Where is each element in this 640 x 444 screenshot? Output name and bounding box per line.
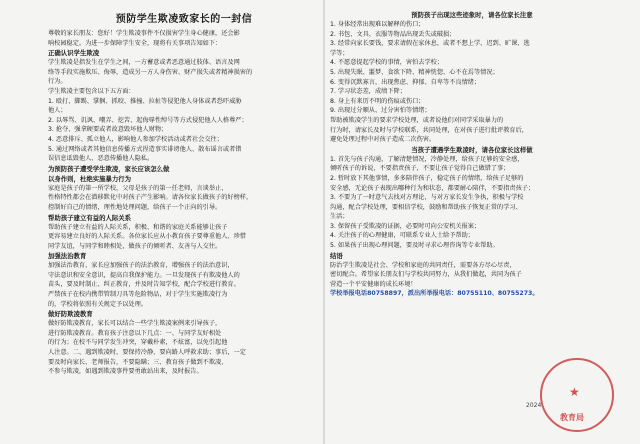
text-line: 的行为；在校不与同学发生冲突，穿戴朴素，不炫富，以免引起他 xyxy=(48,339,228,347)
text-line: 4. 恶意排斥、孤立他人，影响他人参加学校活动或者社会交往； xyxy=(48,135,223,143)
text-line: 营造一个平安健康的成长环境！ xyxy=(330,280,417,288)
text-line: 5. 如果孩子出现心理问题，要及时寻求心理咨询等专业帮助。 xyxy=(330,242,499,250)
text-line: 尊敬的家长朋友：您好！学生欺凌事件不仅损害学生身心健康，还会影 xyxy=(48,30,240,37)
text-line: 3. 经常向家长要钱，要求请假在家休息，或者不想上学、迟到、旷课、逃 xyxy=(330,40,530,48)
section-heading: 结语 xyxy=(330,251,343,260)
text-line: 4. 关注孩子的心理健康，可联系专业人士给予帮助； xyxy=(330,232,474,240)
text-line: 行为。 xyxy=(48,78,67,86)
letter-title: 预防学生欺凌致家长的一封信 xyxy=(115,14,253,25)
text-line: 学生欺凌是指发生在学生之间，一方蓄意或者恶意通过肢体、语言及网 xyxy=(48,59,240,67)
section-heading: 当孩子遭遇学生欺凌时，请各位家长这样做 xyxy=(411,145,533,154)
text-line: 倾听孩子的诉说，不要指责孩子，不要让孩子觉得自己做错了事； xyxy=(330,165,510,173)
section-heading: 帮助孩子建立有益的人际关系 xyxy=(48,213,132,222)
section-heading: 做好防欺凌教育 xyxy=(48,310,93,319)
text-line: 学生欺凌主要包含以下五方面： xyxy=(48,87,135,95)
section-heading: 正确认识学生欺凌 xyxy=(48,49,100,58)
text-line: 响校园稳定。为进一步保障学生安全，现将有关事项告知如下： xyxy=(48,39,222,47)
section-heading: 以身作则，杜绝实施暴力行为 xyxy=(48,174,132,183)
section-heading: 为预防孩子遭受学生欺凌，家长应该怎么做 xyxy=(48,164,170,173)
text-line: 帮助被欺凌学生的要求学校处理，或者说他们对同学采取暴力的 xyxy=(330,116,504,124)
text-line: 防治学生欺凌是社会、学校和家庭的共同责任，需要各方尽心尽责， xyxy=(330,261,516,269)
text-line: 1. 首先与孩子沟通，了解清楚情况，冷静处理，给孩子足够的安全感， xyxy=(330,155,524,163)
text-line: 他人； xyxy=(48,107,67,115)
text-line: 沟通，配合学校处理，要相信学校，鼓励和帮助孩子恢复正常的学习、 xyxy=(330,203,522,211)
text-line: 9. 出现过分顺从、过分害怕等情绪； xyxy=(330,107,431,115)
text-line: 2. 以辱骂、讥讽、嘲弄、挖苦、起侮辱性绰号等方式侵犯他人人格尊严； xyxy=(48,116,248,124)
text-line: 8. 身上有来历不明的伤痕或伤口； xyxy=(330,97,425,105)
text-line: 密切配合。希望家长朋友们与学校共同努力，从我们做起，共同为孩子 xyxy=(330,271,522,279)
text-line: 家庭是孩子的第一所学校，父母是孩子的第一任老师，言谈举止、 xyxy=(48,184,228,192)
text-line: 控制好自己的情绪，理性地处理问题，给孩子一个正向的引导。 xyxy=(48,203,222,211)
section-heading: 学校举报电话80758897，派出所举报电话：80755110、80755273。 xyxy=(330,290,539,298)
page-fold xyxy=(323,0,325,444)
text-line: 性格特性都会在潜移默化中对孩子产生影响。请各位家长做孩子的好榜样， xyxy=(48,194,253,202)
left-page xyxy=(48,10,320,440)
text-line: 人注意。二、遇到欺凌时，要保持冷静，要向路人呼救求助；事后，一定 xyxy=(48,349,246,357)
seal-star-icon: ★ xyxy=(569,385,580,399)
text-line: 2. 书包、文具、衣服等物品出现丢失或破损； xyxy=(330,30,456,38)
seal-year: 2024 xyxy=(526,402,542,409)
text-line: 做好防欺凌教育，家长可以结合一些学生欺凌案例来引导孩子， xyxy=(48,320,222,328)
text-line: 7. 学习状态差，成绩下降； xyxy=(330,88,406,96)
text-line: 加强法治教育，家长应加强孩子的法治教育，增强孩子的法治意识， xyxy=(48,262,234,270)
text-line: 生活； xyxy=(330,213,349,221)
text-line: 进行防欺凌教育。教育孩子注意以下几点：一、与同学友好相处 xyxy=(48,329,222,337)
text-line: 络等手段实施欺压、侮辱，造成另一方人身伤害、财产损失或者精神损害的 xyxy=(48,68,253,76)
left-body xyxy=(48,29,320,377)
text-line: 5. 通过网络或者其他信息传播方式捏造事实诽谤他人、散布谣言或者错 xyxy=(48,145,242,153)
text-line: 3. 保留孩子受欺凌的证据，必要时可向公安机关报案； xyxy=(330,222,481,230)
text-line: 学等； xyxy=(330,49,349,57)
text-line: 行为时，请家长及时与学校联系，共同处理，在对孩子进行批评教育后， xyxy=(330,126,528,134)
text-line: 严禁孩子在校内携带管制刀具等危险物品，对于学生实施欺凌行为 xyxy=(48,291,228,299)
text-line: 同学友谊，与同学和睦相处，做孩子的倾听者、友善与人交往。 xyxy=(48,242,222,250)
text-line: 苗头，要及时制止、纠正教育，并及时告知学校，配合学校进行教育。 xyxy=(48,281,240,289)
text-line: 误信息诋毁他人、恶意传播他人隐私。 xyxy=(48,155,154,163)
text-line: 要及时向家长、老师报告，不要隐瞒；三、教育孩子做到不欺凌、 xyxy=(48,358,228,366)
text-line: 3. 抢夺、强拿硬要或者故意毁坏他人财物； xyxy=(48,126,168,134)
seal-org: 教育局 xyxy=(560,413,584,422)
text-line: 的，学校将依照有关规定予以处理。 xyxy=(48,300,147,308)
text-line: 2. 暂时放下其他事情，多多陪伴孩子，稳定孩子的情绪，给孩子足够的 xyxy=(330,174,524,182)
right-body xyxy=(330,10,614,299)
text-line: 不参与欺凌，如遇到欺凌事件要勇敢站出来，及时报告。 xyxy=(48,368,203,376)
text-line: 1. 身体经常出现难以解释的伤口； xyxy=(330,21,425,28)
text-line: 6. 变得沉默寡言，出现焦虑、抑郁、自卑等不良情绪； xyxy=(330,78,481,86)
text-line: 更容易建立良好的人际关系。各位家长应从小教育孩子要尊重他人、珍惜 xyxy=(48,233,246,241)
text-line: 避免处理过程中对孩子造成二次伤害。 xyxy=(330,136,436,144)
text-line: 3. 不要为了一时意气去找对方理论，与对方家长发生争执，积极与学校 xyxy=(330,194,524,202)
text-line: 守法意识和安全意识，提高自我保护能力。一旦发现孩子有欺凌他人的 xyxy=(48,271,240,279)
section-heading: 加强法治教育 xyxy=(48,252,87,261)
text-line: 5. 出现失眠、噩梦、食欲下降、精神恍惚、心不在焉等情况； xyxy=(330,68,499,76)
section-heading: 预防孩子出现这些迹象时，请各位家长注意 xyxy=(411,11,533,19)
text-line: 4. 不愿意提起学校的事情，害怕去学校； xyxy=(330,59,444,67)
text-line: 安全感，无论孩子表现出哪种行为和状态，都要耐心陪伴，不要指责孩子； xyxy=(330,184,535,192)
text-line: 帮助孩子建立有益的人际关系，积极、和谐的家庭关系能够让孩子 xyxy=(48,223,228,231)
text-line: 1. 殴打、脚踢、掌掴、抓咬、推撞、拉扯等侵犯他人身体或者恐吓威胁 xyxy=(48,97,242,105)
